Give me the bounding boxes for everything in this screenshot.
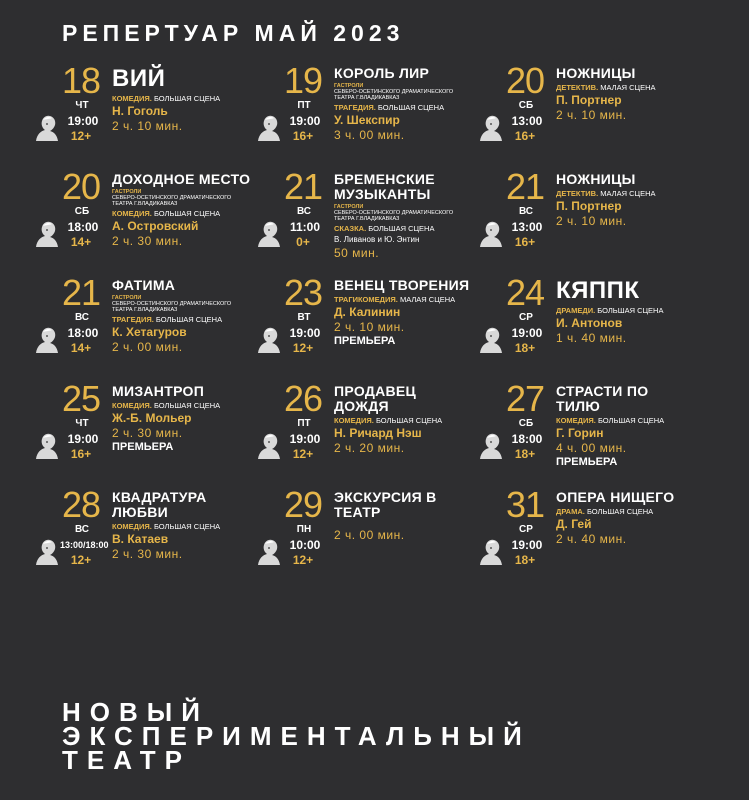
genre-line [556, 306, 696, 316]
stage: БОЛЬШАЯ СЦЕНА [597, 416, 665, 425]
show-title[interactable]: МИЗАНТРОП [112, 383, 205, 399]
author-portrait-icon [256, 432, 282, 460]
event-day: 25 [61, 378, 101, 419]
event-card[interactable] [248, 380, 470, 486]
age-rating: 16+ [70, 447, 92, 461]
theatre-name [62, 697, 531, 775]
show-title[interactable]: БРЕМЕНСКИЕ МУЗЫКАНТЫ [334, 171, 435, 202]
tour-description: СЕВЕРО-ОСЕТИНСКОГО ДРАМАТИЧЕСКОГО ТЕАТРА Г.ВЛАДИКАВКАЗ [334, 210, 454, 222]
event-day: 18 [61, 60, 101, 101]
stage: БОЛЬШАЯ СЦЕНА [153, 522, 221, 531]
event-info [556, 66, 696, 122]
event-weekday: ПТ [297, 418, 311, 429]
duration: 2 ч. 10 мин. [112, 119, 183, 133]
genre-line [112, 401, 252, 411]
genre-line [556, 83, 696, 93]
author-portrait-icon [256, 538, 282, 566]
premiere-badge: ПРЕМЬЕРА [334, 335, 396, 347]
author-portrait-icon [34, 114, 60, 142]
stage: БОЛЬШАЯ СЦЕНА [375, 416, 443, 425]
duration: 2 ч. 30 мин. [112, 234, 183, 248]
author: П. Портнер [556, 199, 622, 213]
genre-line [556, 189, 696, 199]
event-info [334, 278, 474, 348]
event-time: 18:00 [67, 220, 99, 234]
event-weekday: ВТ [297, 312, 311, 323]
stage: БОЛЬШАЯ СЦЕНА [155, 315, 223, 324]
show-title[interactable]: НОЖНИЦЫ [556, 171, 636, 187]
duration: 2 ч. 30 мин. [112, 547, 183, 561]
event-info [334, 66, 474, 142]
event-time: 19:00 [67, 432, 99, 446]
genre: ТРАГЕДИЯ. [334, 103, 376, 112]
genre: СКАЗКА. [334, 224, 367, 233]
event-card[interactable] [470, 274, 692, 380]
event-info [556, 384, 696, 469]
tour-description: СЕВЕРО-ОСЕТИНСКОГО ДРАМАТИЧЕСКОГО ТЕАТРА Г.ВЛАДИКАВКАЗ [112, 301, 232, 313]
author: И. Антонов [556, 316, 623, 330]
author: Ж.-Б. Мольер [112, 411, 192, 425]
event-day: 20 [505, 60, 545, 101]
event-weekday: СР [519, 524, 533, 535]
show-title[interactable]: КОРОЛЬ ЛИР [334, 65, 430, 81]
duration: 2 ч. 00 мин. [334, 528, 405, 542]
age-rating: 0+ [296, 235, 310, 249]
event-time: 18:00 [67, 326, 99, 340]
author: Н. Гоголь [112, 104, 168, 118]
event-card[interactable] [26, 274, 248, 380]
event-weekday: СБ [518, 100, 534, 111]
event-card[interactable] [248, 62, 470, 168]
author-portrait-icon [34, 538, 60, 566]
age-rating: 18+ [514, 553, 536, 567]
event-info [334, 172, 474, 260]
event-info [112, 66, 252, 133]
event-card[interactable] [26, 62, 248, 168]
event-card[interactable] [470, 62, 692, 168]
stage: МАЛАЯ СЦЕНА [399, 295, 456, 304]
age-rating: 16+ [514, 129, 536, 143]
genre-line [334, 416, 474, 426]
show-title[interactable]: ВЕНЕЦ ТВОРЕНИЯ [334, 277, 470, 293]
age-rating: 16+ [514, 235, 536, 249]
event-card[interactable] [26, 380, 248, 486]
genre: ДРАМЕДИ. [556, 306, 596, 315]
show-title[interactable]: ПРОДАВЕЦ ДОЖДЯ [334, 383, 417, 414]
age-rating: 18+ [514, 447, 536, 461]
event-day: 26 [283, 378, 323, 419]
page-title: РЕПЕРТУАР МАЙ 2023 [62, 20, 405, 46]
event-info [556, 172, 696, 228]
author-portrait-icon [478, 326, 504, 354]
genre-line [112, 209, 252, 219]
event-info [556, 278, 696, 345]
show-title[interactable]: ВИЙ [112, 65, 166, 92]
author: П. Портнер [556, 93, 622, 107]
genre: КОМЕДИЯ. [112, 522, 152, 531]
stage: МАЛАЯ СЦЕНА [600, 83, 656, 92]
duration: 2 ч. 10 мин. [556, 108, 627, 122]
event-day: 23 [283, 272, 323, 313]
event-card[interactable] [26, 166, 251, 274]
tour-label: ГАСТРОЛИ [334, 204, 364, 210]
tour-label: ГАСТРОЛИ [334, 83, 364, 89]
event-day: 21 [505, 166, 545, 207]
author: А. Островский [112, 219, 199, 233]
show-title[interactable]: НОЖНИЦЫ [556, 65, 636, 81]
genre: КОМЕДИЯ. [112, 209, 152, 218]
event-day: 20 [61, 166, 101, 207]
author-portrait-icon [256, 220, 282, 248]
event-time: 19:00 [289, 326, 321, 340]
stage: БОЛЬШАЯ СЦЕНА [153, 401, 221, 410]
event-weekday: СБ [74, 206, 90, 217]
genre: ДРАМА. [556, 507, 585, 516]
author-portrait-icon [478, 538, 504, 566]
author: В. Ливанов и Ю. Энтин [334, 235, 420, 244]
event-card[interactable] [470, 168, 692, 274]
event-weekday: ПН [296, 524, 312, 535]
event-info [334, 490, 474, 542]
event-time: 10:00 [289, 538, 321, 552]
duration: 1 ч. 40 мин. [556, 331, 627, 345]
duration: 3 ч. 00 мин. [334, 128, 405, 142]
theatre-name-line-1: НОВЫЙ [62, 697, 209, 727]
stage: БОЛЬШАЯ СЦЕНА [377, 103, 445, 112]
age-rating: 12+ [70, 553, 92, 567]
author-portrait-icon [478, 432, 504, 460]
event-card[interactable] [248, 274, 470, 380]
event-day: 21 [283, 166, 323, 207]
stage: БОЛЬШАЯ СЦЕНА [586, 507, 654, 516]
author-portrait-icon [34, 432, 60, 460]
author-portrait-icon [256, 114, 282, 142]
event-weekday: ВС [74, 312, 90, 323]
event-day: 19 [283, 60, 323, 101]
duration: 2 ч. 30 мин. [112, 426, 183, 440]
age-rating: 12+ [70, 129, 92, 143]
genre-line [334, 224, 474, 234]
duration: 2 ч. 20 мин. [334, 441, 405, 455]
theatre-name-line-3: ТЕАТР [62, 745, 191, 775]
event-info [112, 278, 252, 354]
tour-description: СЕВЕРО-ОСЕТИНСКОГО ДРАМАТИЧЕСКОГО ТЕАТРА Г.ВЛАДИКАВКАЗ [112, 195, 232, 207]
show-title[interactable]: ФАТИМА [112, 277, 176, 293]
event-info [112, 490, 252, 561]
event-time: 11:00 [289, 220, 321, 234]
genre: ТРАГЕДИЯ. [112, 315, 154, 324]
age-rating: 16+ [292, 129, 314, 143]
genre: КОМЕДИЯ. [334, 416, 374, 425]
event-weekday: ПТ [297, 100, 311, 111]
author-portrait-icon [478, 114, 504, 142]
event-time: 13:00 [511, 220, 543, 234]
event-weekday: ВС [296, 206, 312, 217]
stage: БОЛЬШАЯ СЦЕНА [368, 224, 435, 233]
show-title[interactable]: КЯППК [556, 277, 640, 304]
show-title[interactable]: КВАДРАТУРА ЛЮБВИ [112, 489, 207, 520]
duration: 2 ч. 40 мин. [556, 532, 627, 546]
genre-line [556, 416, 696, 426]
event-card[interactable] [470, 380, 692, 486]
genre: КОМЕДИЯ. [556, 416, 596, 425]
event-day: 24 [505, 272, 545, 313]
event-info [112, 384, 252, 454]
duration: 2 ч. 10 мин. [334, 320, 405, 334]
genre: КОМЕДИЯ. [112, 401, 152, 410]
show-title[interactable]: ДОХОДНОЕ МЕСТО [112, 171, 251, 187]
author-portrait-icon [478, 220, 504, 248]
event-info [334, 384, 474, 455]
event-time: 19:00 [511, 538, 543, 552]
event-weekday: СР [519, 312, 533, 323]
genre-line [112, 94, 252, 104]
age-rating: 14+ [70, 235, 92, 249]
event-time: 18:00 [511, 432, 543, 446]
genre: ТРАГИКОМЕДИЯ. [334, 295, 398, 304]
author: Г. Горин [556, 426, 604, 440]
tour-description: СЕВЕРО-ОСЕТИНСКОГО ДРАМАТИЧЕСКОГО ТЕАТРА Г.ВЛАДИКАВКАЗ [334, 89, 454, 101]
duration: 2 ч. 10 мин. [556, 214, 627, 228]
event-weekday: ВС [74, 524, 90, 535]
premiere-badge: ПРЕМЬЕРА [556, 456, 618, 468]
stage: БОЛЬШАЯ СЦЕНА [153, 209, 221, 218]
event-time: 19:00 [289, 114, 321, 128]
event-day: 31 [505, 484, 545, 525]
event-time: 13:00 [511, 114, 543, 128]
age-rating: 18+ [514, 341, 536, 355]
genre-line [556, 507, 696, 517]
event-card[interactable] [470, 486, 692, 592]
duration: 4 ч. 00 мин. [556, 441, 627, 455]
author: У. Шекспир [334, 113, 400, 127]
genre: ДЕТЕКТИВ. [556, 83, 599, 92]
author-portrait-icon [256, 326, 282, 354]
event-day: 29 [283, 484, 323, 525]
premiere-badge: ПРЕМЬЕРА [112, 441, 174, 453]
age-rating: 14+ [70, 341, 92, 355]
event-card[interactable] [26, 486, 248, 592]
stage: БОЛЬШАЯ СЦЕНА [597, 306, 664, 315]
tour-label: ГАСТРОЛИ [112, 295, 142, 301]
author: Д. Калинин [334, 305, 401, 319]
theatre-name-line-2: ЭКСПЕРИМЕНТАЛЬНЫЙ [62, 721, 531, 751]
event-info [556, 490, 696, 546]
event-weekday: ЧТ [75, 100, 89, 111]
genre: КОМЕДИЯ. [112, 94, 152, 103]
age-rating: 12+ [292, 447, 314, 461]
event-card[interactable] [248, 168, 470, 274]
event-time: 19:00 [289, 432, 321, 446]
event-card[interactable] [248, 486, 470, 592]
event-weekday: ВС [518, 206, 534, 217]
age-rating: 12+ [292, 341, 314, 355]
stage: МАЛАЯ СЦЕНА [600, 189, 656, 198]
author-portrait-icon [34, 326, 60, 354]
show-title[interactable]: СТРАСТИ ПО ТИЛЮ [556, 383, 649, 414]
age-rating: 12+ [292, 553, 314, 567]
genre-line [112, 522, 252, 532]
duration: 2 ч. 00 мин. [112, 340, 183, 354]
show-title[interactable]: ОПЕРА НИЩЕГО [556, 489, 675, 505]
genre-line [334, 103, 474, 113]
event-time: 13:00/18:00 [60, 540, 109, 550]
event-day: 21 [61, 272, 101, 313]
show-title[interactable]: ЭКСКУРСИЯ В ТЕАТР [334, 489, 437, 520]
stage: БОЛЬШАЯ СЦЕНА [153, 94, 221, 103]
tour-label: ГАСТРОЛИ [112, 189, 142, 195]
author-portrait-icon [34, 220, 60, 248]
event-info [112, 172, 252, 248]
genre-line [112, 315, 252, 325]
event-day: 28 [61, 484, 101, 525]
event-time: 19:00 [511, 326, 543, 340]
genre: ДЕТЕКТИВ. [556, 189, 599, 198]
event-weekday: СБ [518, 418, 534, 429]
author: В. Катаев [112, 532, 169, 546]
duration: 50 мин. [334, 246, 380, 260]
event-day: 27 [505, 378, 545, 419]
genre-line [334, 295, 474, 305]
event-weekday: ЧТ [75, 418, 89, 429]
author: К. Хетагуров [112, 325, 187, 339]
repertoire-grid [26, 62, 692, 586]
author: Н. Ричард Нэш [334, 426, 422, 440]
event-time: 19:00 [67, 114, 99, 128]
author: Д. Гей [556, 517, 592, 531]
